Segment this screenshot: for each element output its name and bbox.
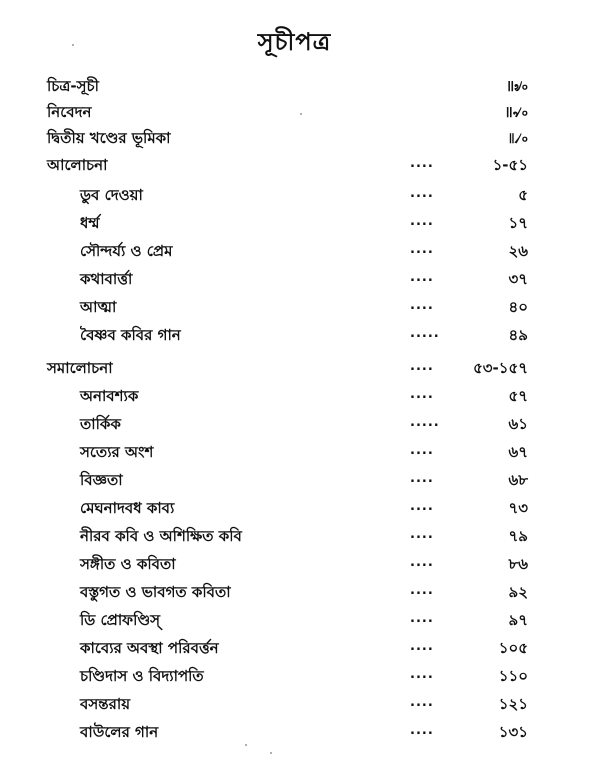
toc-entry-page: ৪০: [508, 298, 528, 316]
toc-entry-page: ১২১: [498, 695, 528, 713]
toc-leader-dots: ....: [410, 471, 434, 486]
toc-entry-page: ৷৷৴৹: [509, 129, 528, 147]
toc-entry-title: চণ্ডিদাস ও বিদ্যাপতি: [80, 667, 204, 685]
toc-leader-dots: ....: [410, 527, 434, 542]
toc-entry-page: ১৭: [508, 214, 528, 232]
toc-entry: [0, 496, 589, 520]
toc-entry-title: সৌন্দর্য্য ও প্রেম: [80, 242, 173, 260]
toc-entry-title: নীরব কবি ও অশিক্ষিত কবি: [80, 527, 242, 545]
toc-entry: [0, 356, 589, 380]
toc-entry-title: সঙ্গীত ও কবিতা: [80, 555, 176, 573]
toc-entry-page: ১-৫১: [492, 156, 528, 174]
toc-entry-page: ৩৭: [508, 270, 528, 288]
toc-entry: [0, 468, 589, 492]
toc-leader-dots: .....: [410, 326, 440, 341]
toc-entry: [0, 384, 589, 408]
toc-entry-page: ১০৫: [498, 639, 528, 657]
toc-entry: [0, 183, 589, 207]
toc-entry-page: ৭৯: [508, 527, 528, 545]
toc-entry: [0, 267, 589, 291]
toc-entry-title: ধর্ম্ম: [80, 214, 100, 232]
toc-entry-title: মেঘনাদবধ কাব্য: [80, 499, 175, 517]
toc-leader-dots: ....: [410, 359, 434, 374]
toc-leader-dots: .....: [410, 415, 440, 430]
toc-entry: [0, 74, 589, 98]
paper-speck: [300, 113, 302, 115]
toc-entry: [0, 126, 589, 150]
toc-entry-page: ১১০: [498, 667, 528, 685]
toc-leader-dots: ....: [410, 443, 434, 458]
toc-leader-dots: ....: [410, 611, 434, 626]
toc-entry-title: বিজ্ঞতা: [80, 471, 123, 489]
toc-entry: [0, 440, 589, 464]
toc-entry-page: ৬৮: [508, 471, 528, 489]
toc-entry-title: বস্তুগত ও ভাবগত কবিতা: [80, 583, 231, 601]
toc-leader-dots: ....: [410, 583, 434, 598]
toc-entry: [0, 664, 589, 688]
toc-leader-dots: ....: [410, 214, 434, 229]
toc-leader-dots: ....: [410, 156, 434, 171]
toc-entry-title: নিবেদন: [47, 103, 92, 121]
paper-speck: [72, 44, 74, 46]
toc-entry-page: ৫৭: [508, 387, 528, 405]
toc-entry: [0, 211, 589, 235]
toc-entry-title: বৈষ্ণব কবির গান: [80, 326, 181, 344]
toc-entry-page: ১৩১: [498, 723, 528, 741]
toc-leader-dots: ....: [410, 186, 434, 201]
toc-entry-title: বসন্তরায়: [80, 695, 131, 713]
toc-entry: [0, 153, 589, 177]
toc-entry-page: ৯৭: [508, 611, 528, 629]
paper-speck: [245, 744, 247, 746]
toc-leader-dots: ....: [410, 499, 434, 514]
toc-leader-dots: ....: [410, 298, 434, 313]
toc-entry-title: তার্কিক: [80, 415, 121, 433]
toc-entry: [0, 295, 589, 319]
toc-leader-dots: ....: [410, 695, 434, 710]
toc-leader-dots: ....: [410, 723, 434, 738]
paper-speck: [270, 752, 272, 754]
toc-leader-dots: ....: [410, 639, 434, 654]
toc-entry-title: কাব্যের অবস্থা পরিবর্ত্তন: [80, 639, 219, 657]
toc-entry-title: চিত্র-সূচী: [47, 77, 99, 95]
toc-entry-page: ॥৶৹: [505, 77, 528, 95]
toc-entry: [0, 412, 589, 436]
toc-entry-page: ৫: [518, 186, 528, 204]
toc-entry-title: আলোচনা: [47, 156, 108, 174]
toc-entry: [0, 239, 589, 263]
toc-entry: [0, 524, 589, 548]
page-title: সূচীপত্র: [257, 28, 332, 56]
toc-entry-title: ডুব দেওয়া: [80, 186, 143, 204]
toc-leader-dots: ....: [410, 270, 434, 285]
toc-entry: [0, 323, 589, 347]
toc-leader-dots: ....: [410, 242, 434, 257]
toc-entry-page: ॥৵৹: [504, 103, 528, 121]
toc-entry-page: ৮৬: [508, 555, 528, 573]
toc-entry: [0, 100, 589, 124]
toc-entry-page: ৫৩-১৫৭: [473, 359, 528, 377]
toc-entry-title: সমালোচনা: [47, 359, 113, 377]
toc-entry-title: বাউলের গান: [80, 723, 159, 741]
toc-entry: [0, 636, 589, 660]
toc-entry: [0, 580, 589, 604]
toc-entry-page: ৬৭: [508, 443, 528, 461]
toc-entry-title: অনাবশ্যক: [80, 387, 139, 405]
toc-leader-dots: ....: [410, 387, 434, 402]
toc-entry-page: ৪৯: [508, 326, 528, 344]
toc-entry-title: কথাবার্ত্তা: [80, 270, 133, 288]
toc-entry-page: ২৬: [508, 242, 528, 260]
toc-entry: [0, 608, 589, 632]
toc-entry-title: সত্যের অংশ: [80, 443, 154, 461]
toc-entry-page: ৬১: [508, 415, 528, 433]
toc-entry-title: ডি প্রোফণ্ডিস্‌: [80, 611, 161, 629]
toc-leader-dots: ....: [410, 667, 434, 682]
toc-leader-dots: ....: [410, 555, 434, 570]
toc-entry: [0, 552, 589, 576]
toc-entry-page: ৯২: [508, 583, 528, 601]
toc-entry-title: দ্বিতীয় খণ্ডের ভূমিকা: [47, 129, 171, 147]
toc-entry: [0, 720, 589, 744]
toc-entry-title: আত্মা: [80, 298, 117, 316]
toc-entry: [0, 692, 589, 716]
toc-entry-page: ৭৩: [508, 499, 528, 517]
